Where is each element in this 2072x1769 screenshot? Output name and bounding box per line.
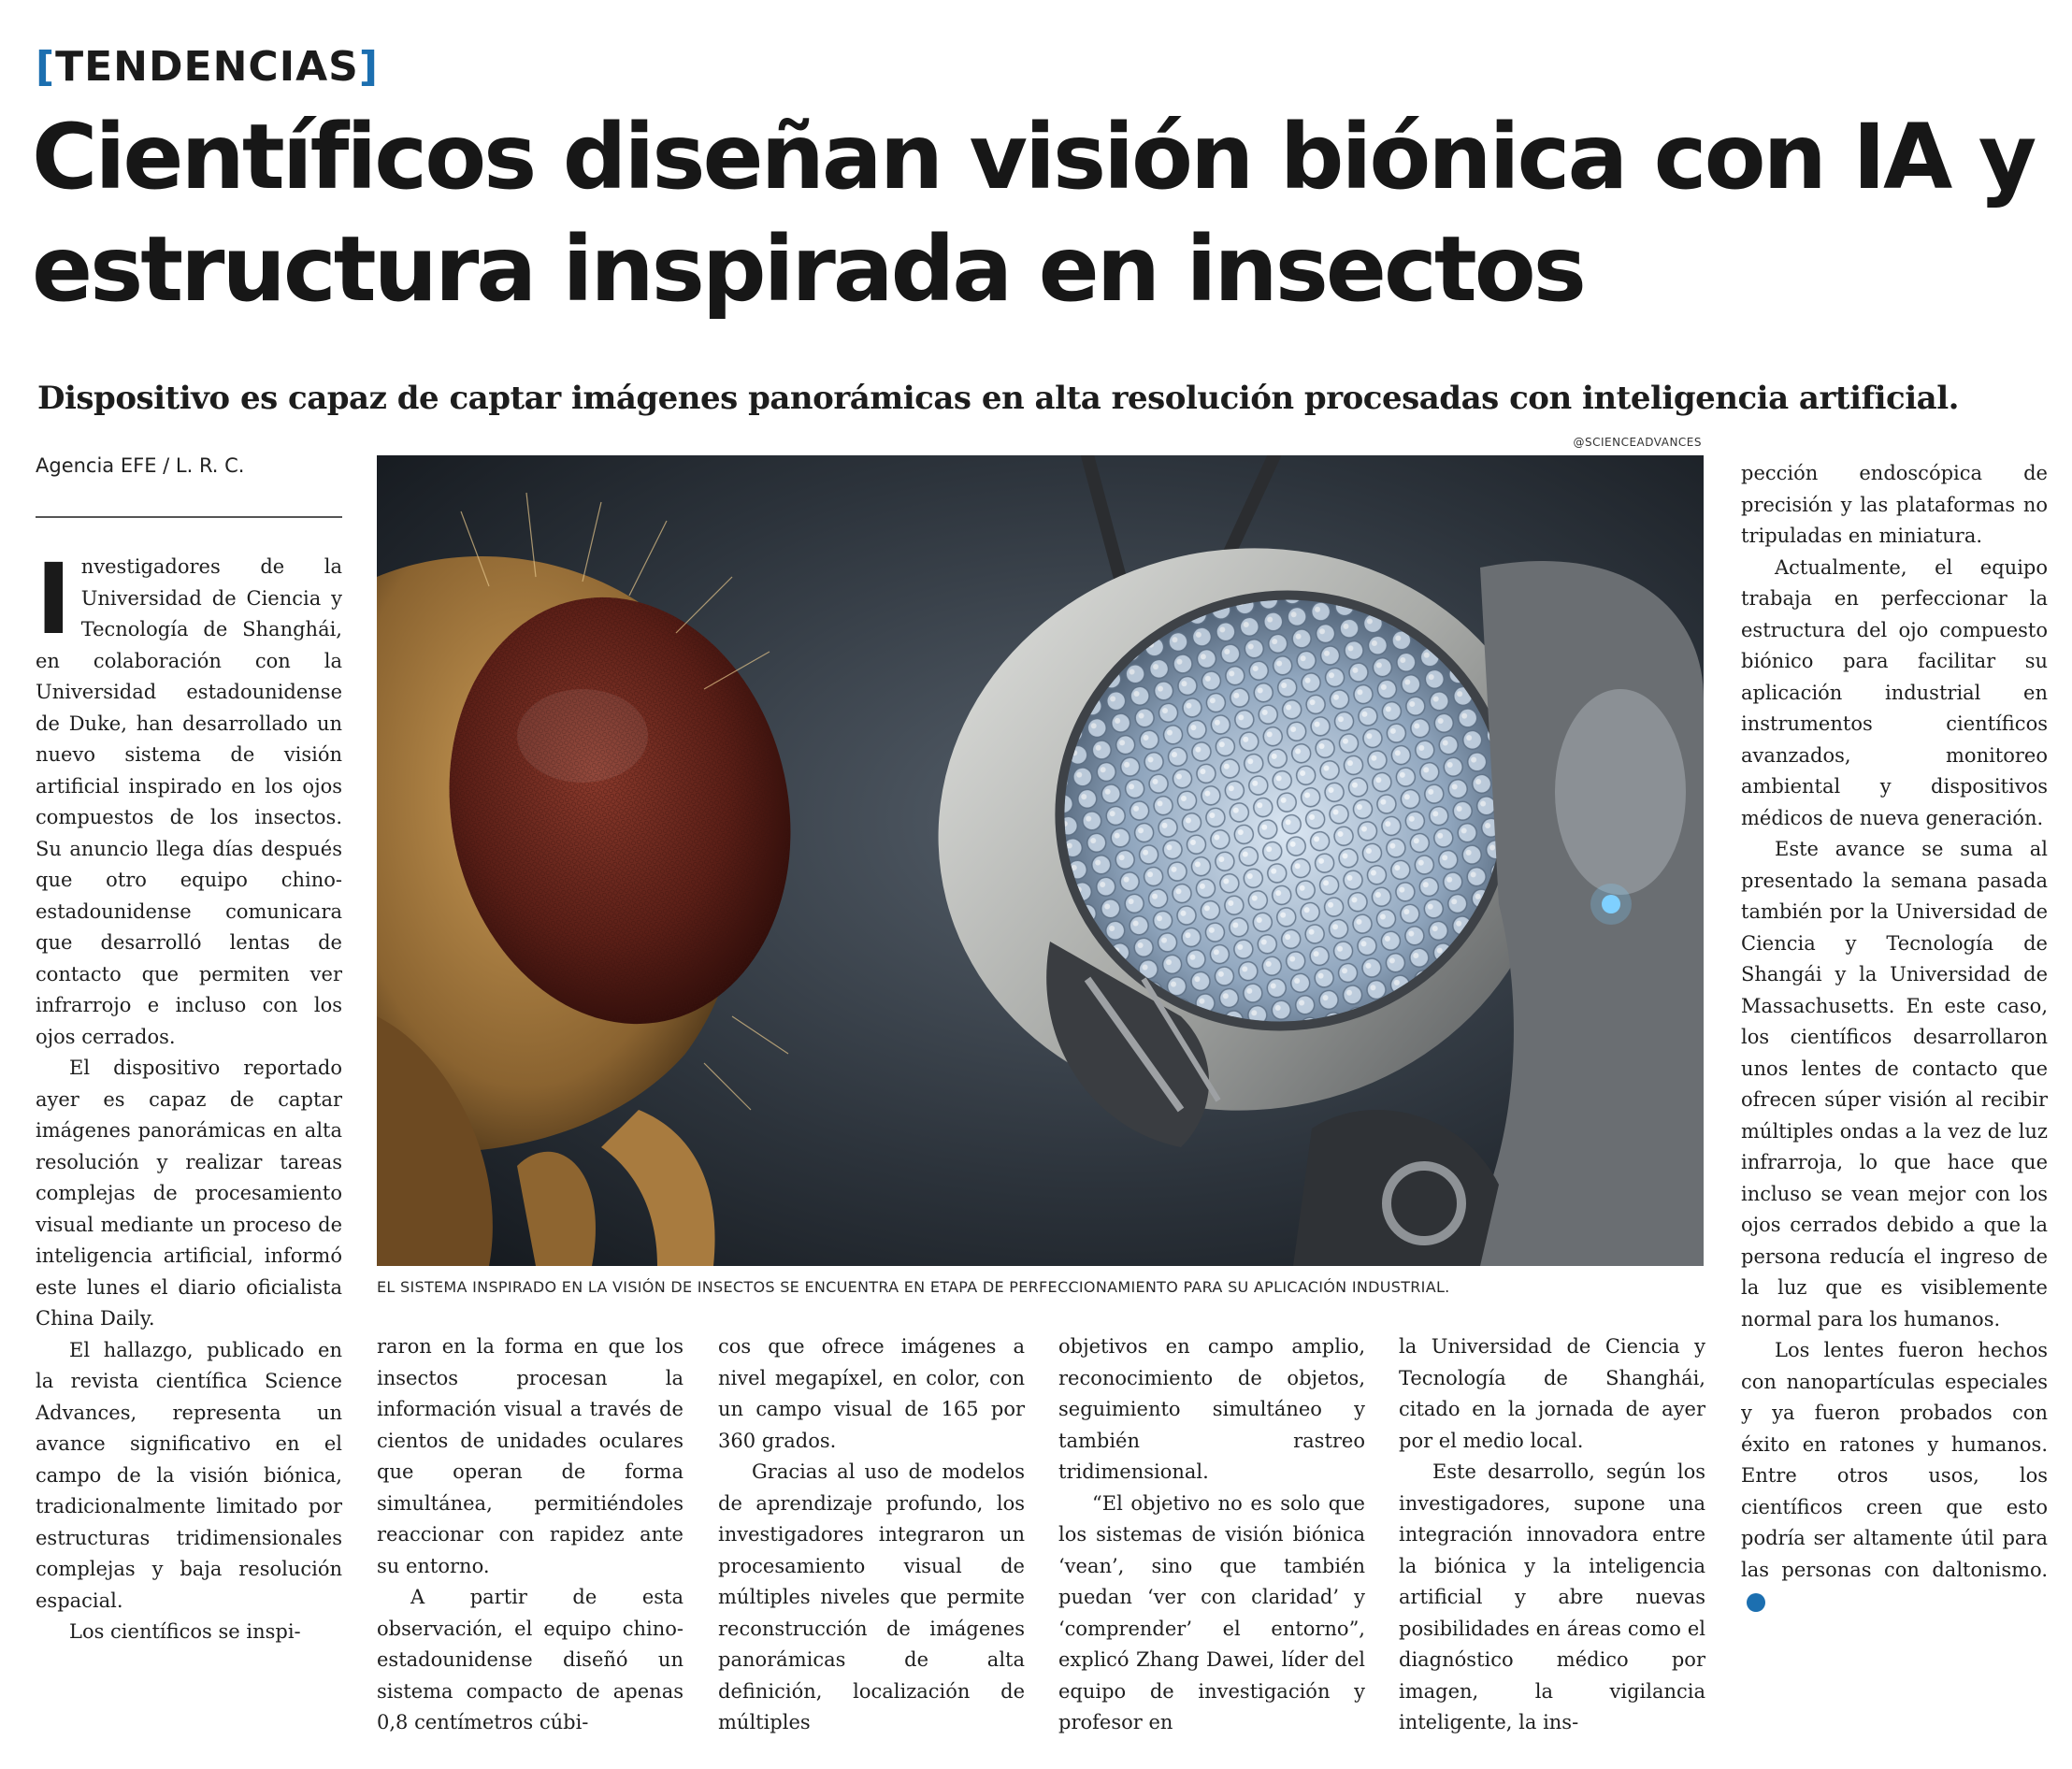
article-paragraph: cos que ofrece imágenes a nivel megapíxel, en color, con un campo visual de 165 por 360 grados.: [718, 1335, 1025, 1452]
article-paragraph: El hallazgo, publicado en la revista científica Science Advances, representa un avance significativo en el campo de la visión biónica, tradicionalmente limitado por estructuras tridimensionales complejas y baja resolución espacial.: [36, 1338, 342, 1612]
article-column-5: [1399, 1331, 1705, 1767]
section-label: TENDENCIAS: [55, 43, 359, 91]
article-column-6: [1741, 458, 2048, 1767]
article-paragraph: Los científicos se inspi-: [69, 1620, 301, 1643]
section-kicker: [TENDENCIAS]: [36, 43, 379, 91]
article-column-1: [36, 552, 342, 1767]
article-paragraph: Investigadores de la Universidad de Ciencia y Tecnología de Shanghái, en colaboración con la Universidad estadounidense de Duke, han desarrollado un nuevo sistema de visión artificial inspirado en los ojos compuestos de los insectos. Su anuncio llega días después que otro equipo chino-estadounidense comunicara que desarrolló lentas de contacto que permiten ver infrarrojo e incluso con los ojos cerrados.: [36, 552, 342, 1048]
article-paragraph: Este avance se suma al presentado la semana pasada también por la Universidad de Ciencia y Tecnología de Shangái y la Universidad de Massachusetts. En este caso, los científicos desarrollaron unos lentes de contacto que ofrecen súper visión al recibir múltiples ondas a la vez de luz infrarroja, lo que hace que incluso se vean mejor con los ojos cerrados debido a que la persona reducía el ingreso de la luz que es visiblemente normal para los humanos.: [1741, 838, 2048, 1330]
article-paragraph: la Universidad de Ciencia y Tecnología de Shanghái, citado en la jornada de ayer por el medio local.: [1399, 1335, 1705, 1452]
photo-caption: EL SISTEMA INSPIRADO EN LA VISIÓN DE INSECTOS SE ENCUENTRA EN ETAPA DE PERFECCIONAMIENTO PARA SU APLICACIÓN INDUSTRIAL.: [377, 1278, 1450, 1296]
article-column-2: [377, 1331, 683, 1767]
article-paragraph: Gracias al uso de modelos de aprendizaje profundo, los investigadores integraron un procesamiento visual de múltiples niveles que permite reconstrucción de imágenes panorámicas de alta definición, localización de múltiples: [718, 1460, 1025, 1733]
article-paragraph: Este desarrollo, según los investigadores, supone una integración innovadora entre la biónica y la inteligencia artificial y abre nuevas posibilidades en áreas como el diagnóstico médico por imagen, la vigilancia inteligente, la ins-: [1399, 1460, 1705, 1733]
drop-cap: I: [36, 552, 72, 656]
article-column-4: [1058, 1331, 1365, 1767]
article-paragraph: Los lentes fueron hechos con nanopartículas especiales y ya fueron probados con éxito en ratones y humanos. Entre otros usos, los científicos creen que esto podría ser altamente útil para las personas con daltonismo.✪: [1741, 1339, 2048, 1610]
article-column-3: [718, 1331, 1025, 1767]
end-of-article-icon: ✪: [1747, 1593, 1765, 1612]
article-paragraph: El dispositivo reportado ayer es capaz de captar imágenes panorámicas en alta resolución y realizar tareas complejas de procesamiento visual mediante un proceso de inteligencia artificial, informó este lunes el diario oficialista China Daily.: [36, 1057, 342, 1330]
photo-credit: @SCIENCEADVANCES: [1573, 436, 1702, 449]
article-paragraph: Actualmente, el equipo trabaja en perfeccionar la estructura del ojo compuesto biónico para facilitar su aplicación industrial en instrumentos científicos avanzados, monitoreo ambiental y dispositivos médicos de nueva generación.: [1741, 555, 2048, 829]
article-paragraph: “El objetivo no es solo que los sistemas de visión biónica ‘vean’, sino que también puedan ‘ver con claridad’ y ‘comprender’ el entorno”, explicó Zhang Dawei, líder del equipo de investigación y profesor en: [1058, 1491, 1365, 1733]
article-paragraph: A partir de esta observación, el equipo chino-estadounidense diseñó un sistema compacto de apenas 0,8 centímetros cúbi-: [377, 1586, 683, 1733]
article-paragraph: raron en la forma en que los insectos procesan la información visual a través de cientos de unidades oculares que operan de forma simultánea, permitiéndoles reaccionar con rapidez ante su entorno.: [377, 1335, 683, 1577]
fly-and-robot-illustration: [377, 455, 1704, 1266]
article-paragraph: pección endoscópica de precisión y las plataformas no tripuladas en miniatura.: [1741, 462, 2048, 547]
article-photo: [377, 455, 1704, 1266]
article-paragraph: objetivos en campo amplio, reconocimiento de objetos, seguimiento simultáneo y también rastreo tridimensional.: [1058, 1335, 1365, 1483]
deck: Dispositivo es capaz de captar imágenes panorámicas en alta resolución procesadas con inteligencia artificial.: [37, 380, 1959, 417]
byline: Agencia EFE / L. R. C.: [36, 454, 245, 477]
headline: Científicos diseñan visión biónica con IA y estructura inspirada en insectos: [32, 105, 2035, 322]
byline-rule: [36, 516, 342, 518]
